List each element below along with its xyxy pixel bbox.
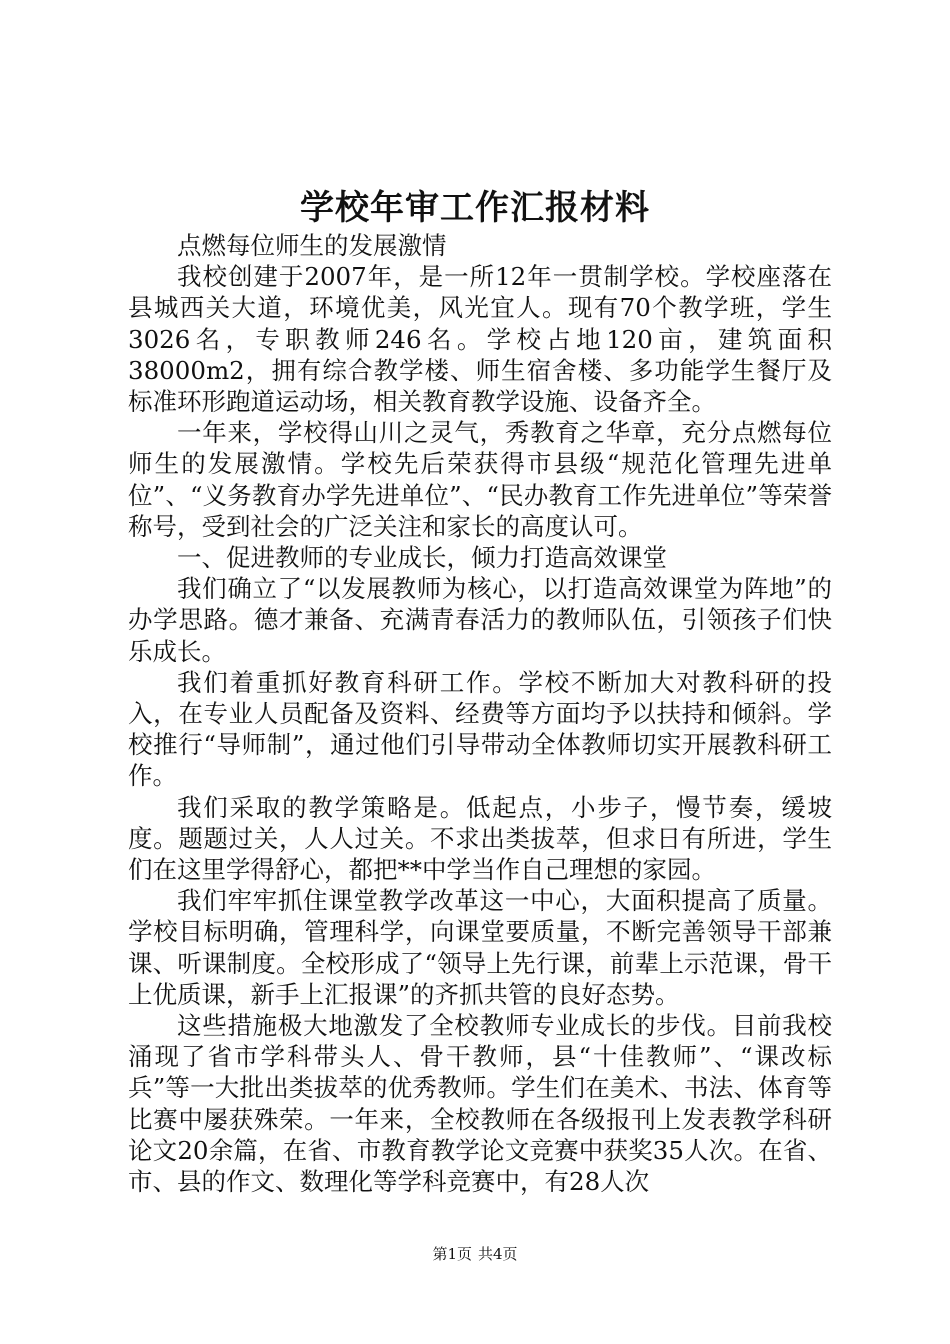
document-body bbox=[128, 230, 832, 1197]
paragraph-reform: 我们牢牢抓住课堂教学改革这一中心，大面积提高了质量。学校目标明确，管理科学，向课堂要质量，不断完善领导干部兼课、听课制度。全校形成了“领导上先行课，前辈上示范课，骨干上优质课，新手上汇报课”的齐抓共管的良好态势。 bbox=[128, 886, 832, 1009]
paragraph-honors: 一年来，学校得山川之灵气，秀教育之华章，充分点燃每位师生的发展激情。学校先后荣获得市县级“规范化管理先进单位”、“义务教育办学先进单位”、“民办教育工作先进单位”等荣誉称号，受到社会的广泛关注和家长的高度认可。 bbox=[128, 418, 832, 541]
paragraph-achievements: 这些措施极大地激发了全校教师专业成长的步伐。目前我校涌现了省市学科带头人、骨干教师，县“十佳教师”、“课改标兵”等一大批出类拔萃的优秀教师。学生们在美术、书法、体育等比赛中屡获殊荣。一年来，全校教师在各级报刊上发表教学科研论文20余篇，在省、市教育教学论文竞赛中获奖35人次。在省、市、县的作文、数理化等学科竞赛中，有28人次 bbox=[128, 1011, 832, 1197]
paragraph-subtitle: 点燃每位师生的发展激情 bbox=[177, 231, 447, 260]
page-number: 第1页 bbox=[432, 1245, 472, 1263]
page-footer bbox=[0, 1244, 950, 1264]
paragraph-strategy: 我们采取的教学策略是。低起点，小步子，慢节奏，缓坡度。题题过关，人人过关。不求出类拔萃，但求日有所进，学生们在这里学得舒心，都把**中学当作自己理想的家园。 bbox=[128, 792, 832, 885]
document-title: 学校年审工作汇报材料 bbox=[300, 188, 650, 228]
paragraph-school-intro: 我校创建于2007年，是一所12年一贯制学校。学校座落在县城西关大道，环境优美，风光宜人。现有70个教学班，学生3026名，专职教师246名。学校占地120亩，建筑面积38000m2，拥有综合教学楼、师生宿舍楼、多功能学生餐厅及标准环形跑道运动场，相关教育教学设施、设备齐全。 bbox=[128, 262, 832, 417]
paragraph-research: 我们着重抓好教育科研工作。学校不断加大对教科研的投入，在专业人员配备及资料、经费等方面均予以扶持和倾斜。学校推行“导师制”，通过他们引导带动全体教师切实开展教科研工作。 bbox=[128, 667, 832, 791]
page-total: 共4页 bbox=[478, 1245, 518, 1263]
section-heading-1: 一、促进教师的专业成长，倾力打造高效课堂 bbox=[177, 543, 667, 573]
paragraph-philosophy: 我们确立了“以发展教师为核心，以打造高效课堂为阵地”的办学思路。德才兼备、充满青春活力的教师队伍，引领孩子们快乐成长。 bbox=[128, 574, 832, 666]
